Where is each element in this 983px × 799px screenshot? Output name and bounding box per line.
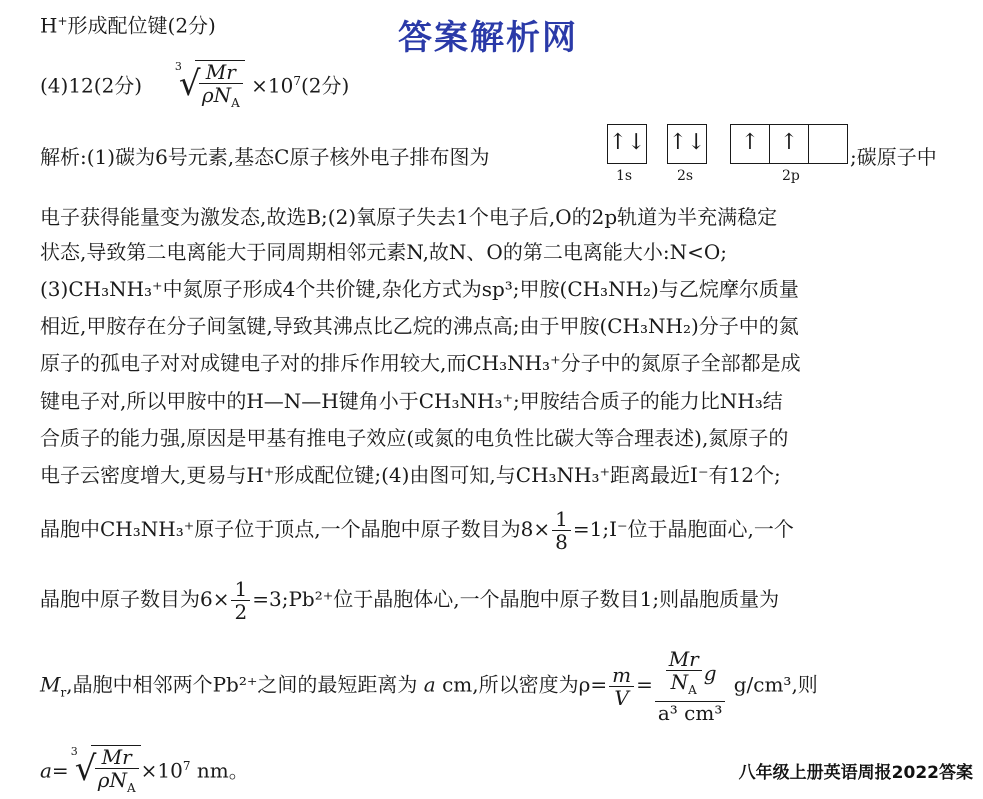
orbital-box-2p: ↑ ↑: [730, 124, 848, 164]
para-line: (3)CH₃NH₃⁺中氮原子形成4个共价键,杂化方式为sp³;甲胺(CH₃NH₂)与乙烷摩尔质量: [40, 277, 799, 301]
footer-site-label: 八年级上册英语周报2022答案: [738, 763, 973, 783]
fraction-one-eighth: $\frac{1}{8}$: [552, 508, 571, 553]
fraction-one-half: $\frac{1}{2}$: [231, 578, 250, 623]
para-line: 原子的孤电子对对成键电子对的排斥作用较大,而CH₃NH₃⁺分子中的氮原子全部都是成: [40, 351, 801, 375]
cube-root: 3 √ $\frac{Mr}{\rho N_A}$: [173, 60, 245, 114]
final-answer-line: a= 3 √ $\frac{Mr}{\rho N_A}$ $\times 10^7$ nm。: [40, 745, 249, 799]
explanation-intro: 解析:(1)碳为6号元素,基态C原子核外电子排布图为: [40, 145, 490, 169]
density-line: $M_r$,晶胞中相邻两个Pb²⁺之间的最短距离为 a cm,所以密度为ρ= $\frac{m}{V}$ = $\frac{Mr}{N_A}$ g a³ cm³ g/cm³,则: [40, 647, 818, 725]
fraction-density: $\frac{Mr}{N_A}$ g a³ cm³: [655, 648, 725, 724]
para-line: 状态,导致第二电离能大于同周期相邻元素N,故N、O的第二电离能大小:N<O;: [40, 240, 727, 264]
explanation-intro-tail: ;碳原子中: [850, 145, 937, 169]
answer-line-1: H+形成配位键(2分): [40, 13, 216, 38]
orbital-box-2s: ↑↓: [667, 124, 707, 164]
para-line: 电子获得能量变为激发态,故选B;(2)氧原子失去1个电子后,O的2p轨道为半充满稳定: [40, 205, 778, 229]
para-line: 电子云密度增大,更易与H⁺形成配位键;(4)由图可知,与CH₃NH₃⁺距离最近I⁻有12个;: [40, 463, 781, 487]
answer-line-2: (4)12(2分) 3 √ $\frac{Mr}{\rho N_A}$ $\times 10^7(2$分): [40, 60, 349, 114]
para-line: 相近,甲胺存在分子间氢键,导致其沸点比乙烷的沸点高;由于甲胺(CH₃NH₂)分子中的氮: [40, 314, 799, 338]
face-count-line: 晶胞中原子数目为6× $\frac{1}{2}$ =3;Pb²⁺位于晶胞体心,一个晶胞中原子数目1;则晶胞质量为: [40, 577, 780, 624]
fraction-m-over-v: $\frac{m}{V}$: [609, 664, 634, 709]
vertex-count-line: 晶胞中CH₃NH₃⁺原子位于顶点,一个晶胞中原子数目为8× $\frac{1}{8}$ =1;I⁻位于晶胞面心,一个: [40, 507, 794, 554]
orbital-label-2s: 2s: [677, 168, 694, 184]
orbital-label-2p: 2p: [782, 168, 800, 184]
para-line: 合质子的能力强,原因是甲基有推电子效应(或氮的电负性比碳大等合理表述),氮原子的: [40, 426, 789, 450]
para-line: 键电子对,所以甲胺中的H—N—H键角小于CH₃NH₃⁺;甲胺结合质子的能力比NH₃结: [40, 389, 783, 413]
orbital-box-1s: ↑↓: [607, 124, 647, 164]
orbital-label-1s: 1s: [616, 168, 633, 184]
cube-root: 3 √ $\frac{Mr}{\rho N_A}$: [69, 745, 141, 799]
watermark-title: 答案解析网: [398, 18, 578, 58]
